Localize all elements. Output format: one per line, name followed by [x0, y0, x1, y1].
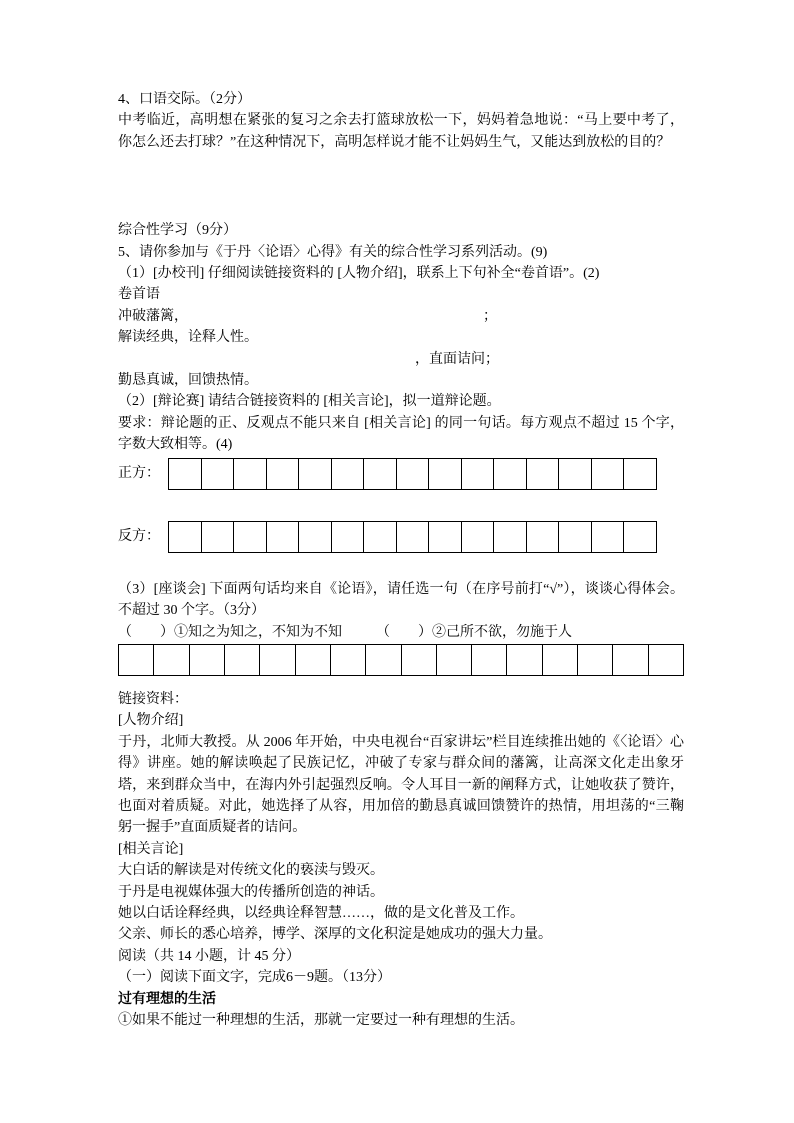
profile-heading: [人物介绍] [118, 713, 184, 729]
quote-option-1[interactable]: （ ）①知之为知之，不知为不知 [118, 624, 342, 640]
answer-cell[interactable] [461, 458, 495, 490]
answer-cell[interactable] [363, 458, 397, 490]
answer-cell[interactable] [558, 521, 592, 553]
essay-title: 过有理想的生活 [118, 991, 216, 1007]
remarks-heading: [相关言论] [118, 841, 184, 857]
answer-cell[interactable] [461, 521, 495, 553]
part2-requirement: 要求：辩论题的正、反观点不能只来自 [相关言论] 的同一句话。每方观点不超过 15 个字，字数大致相等。(4) [118, 415, 684, 453]
answer-cell[interactable] [331, 458, 365, 490]
answer-cell[interactable] [396, 521, 430, 553]
answer-cell[interactable] [118, 644, 154, 676]
answer-cell[interactable] [201, 458, 235, 490]
answer-cell[interactable] [363, 521, 397, 553]
q5-intro: 5、请你参加与《于丹〈论语〉心得》有关的综合性学习系列活动。(9) [118, 244, 548, 260]
answer-cell[interactable] [623, 458, 657, 490]
answer-cell[interactable] [436, 644, 472, 676]
answer-cell[interactable] [266, 521, 300, 553]
part1-intro: （1）[办校刊] 仔细阅读链接资料的 [人物介绍]，联系上下句补全“卷首语”。(2) [118, 266, 600, 282]
reading-section-heading: 阅读（共 14 小题，计 45 分） [118, 948, 300, 964]
answer-cell[interactable] [153, 644, 189, 676]
q4-body: 中考临近，高明想在紧张的复习之余去打篮球放松一下，妈妈着急地说：“马上要中考了，你怎么还去打球？”在这种情况下，高明怎样说才能不让妈妈生气，又能达到放松的目的？ [118, 113, 684, 150]
answer-cell[interactable] [266, 458, 300, 490]
answer-cell[interactable] [493, 458, 527, 490]
answer-cell[interactable] [365, 644, 401, 676]
answer-cell[interactable] [224, 644, 260, 676]
pro-side-label: 正方： [118, 465, 160, 481]
remark-line: 大白话的解读是对传统文化的亵渎与毁灭。 [118, 863, 384, 879]
answer-cell[interactable] [428, 521, 462, 553]
answer-cell[interactable] [577, 644, 613, 676]
foreword-line-3 [118, 349, 684, 370]
section-gap [118, 153, 684, 220]
foreword-line-1 [118, 306, 684, 327]
answer-cell[interactable] [330, 644, 366, 676]
linked-material-heading: 链接资料： [118, 691, 188, 707]
part3-intro: （3）[座谈会] 下面两句话均来自《论语》，请任选一句（在序号前打“√”），谈谈心得体会。不超过 30 个字。（3分） [118, 581, 684, 619]
answer-cell[interactable] [471, 644, 507, 676]
essay-first-line: ①如果不能过一种理想的生活，那就一定要过一种有理想的生活。 [118, 1013, 524, 1028]
pro-side-answer-row [118, 458, 684, 490]
foreword-line1-punct: ； [483, 308, 497, 324]
remark-line: 她以白话诠释经典，以经典诠释智慧……，做的是文化普及工作。 [118, 905, 524, 921]
foreword-title: 卷首语 [118, 287, 160, 303]
answer-cell[interactable] [526, 458, 560, 490]
answer-cell[interactable] [493, 521, 527, 553]
con-side-label: 反方： [118, 528, 160, 544]
answer-cell[interactable] [259, 644, 295, 676]
con-side-answer-grid [168, 521, 657, 553]
answer-cell[interactable] [526, 521, 560, 553]
comprehensive-study-heading: 综合性学习（9分） [118, 223, 237, 239]
answer-cell[interactable] [201, 521, 235, 553]
answer-cell[interactable] [396, 458, 430, 490]
answer-cell[interactable] [295, 644, 331, 676]
answer-cell[interactable] [591, 521, 625, 553]
answer-cell[interactable] [401, 644, 437, 676]
fill-in-blank-2[interactable] [118, 356, 415, 370]
foreword-line-4: 勤恳真诚，回馈热情。 [118, 373, 258, 389]
answer-cell[interactable] [648, 644, 684, 676]
foreword-line3-right: ，直面诘问； [415, 351, 499, 367]
remark-line: 父亲、师长的悉心培养，博学、深厚的文化积淀是她成功的强大力量。 [118, 927, 552, 943]
answer-cell[interactable] [298, 521, 332, 553]
answer-cell[interactable] [233, 521, 267, 553]
answer-cell[interactable] [298, 458, 332, 490]
q4-heading: 4、口语交际。（2分） [118, 92, 251, 107]
part2-intro: （2）[辩论赛] 请结合链接资料的 [相关言论]，拟一道辩论题。 [118, 394, 501, 410]
quote-option-2[interactable]: （ ）②己所不欲，勿施于人 [376, 624, 572, 640]
answer-cell[interactable] [558, 458, 592, 490]
fill-in-blank-1[interactable] [188, 313, 483, 327]
quote-options-row [118, 622, 684, 643]
answer-cell[interactable] [506, 644, 542, 676]
answer-cell[interactable] [233, 458, 267, 490]
pro-side-answer-grid [168, 458, 657, 490]
reading-sub-heading: （一）阅读下面文字，完成6－9题。（13分） [118, 970, 391, 986]
remark-line: 于丹是电视媒体强大的传播所创造的神话。 [118, 884, 384, 900]
answer-cell[interactable] [331, 521, 365, 553]
comment-answer-grid [118, 644, 684, 676]
con-side-answer-row [118, 521, 684, 553]
profile-body: 于丹，北师大教授。从 2006 年开始，中央电视台“百家讲坛”栏目连续推出她的《〈论语〉心得》讲座。她的解读唤起了民族记忆，冲破了专家与群众间的藩篱，让高深文化走出象牙塔，来到群众当中，在海内外引起强烈反响。令人耳目一新的阐释方式，让她收获了赞许，也面对着质疑。对此，她选择了从容，用加倍的勤恳真诚回馈赞许的热情，用坦荡的“三鞠躬一握手”直面质疑者的诘问。 [118, 734, 684, 836]
answer-cell[interactable] [591, 458, 625, 490]
answer-cell[interactable] [168, 458, 202, 490]
answer-cell[interactable] [542, 644, 578, 676]
answer-cell[interactable] [168, 521, 202, 553]
answer-cell[interactable] [428, 458, 462, 490]
answer-cell[interactable] [189, 644, 225, 676]
answer-cell[interactable] [612, 644, 648, 676]
foreword-line-2: 解读经典，诠释人性。 [118, 330, 258, 346]
foreword-line1-left: 冲破藩篱， [118, 308, 188, 324]
answer-cell[interactable] [623, 521, 657, 553]
